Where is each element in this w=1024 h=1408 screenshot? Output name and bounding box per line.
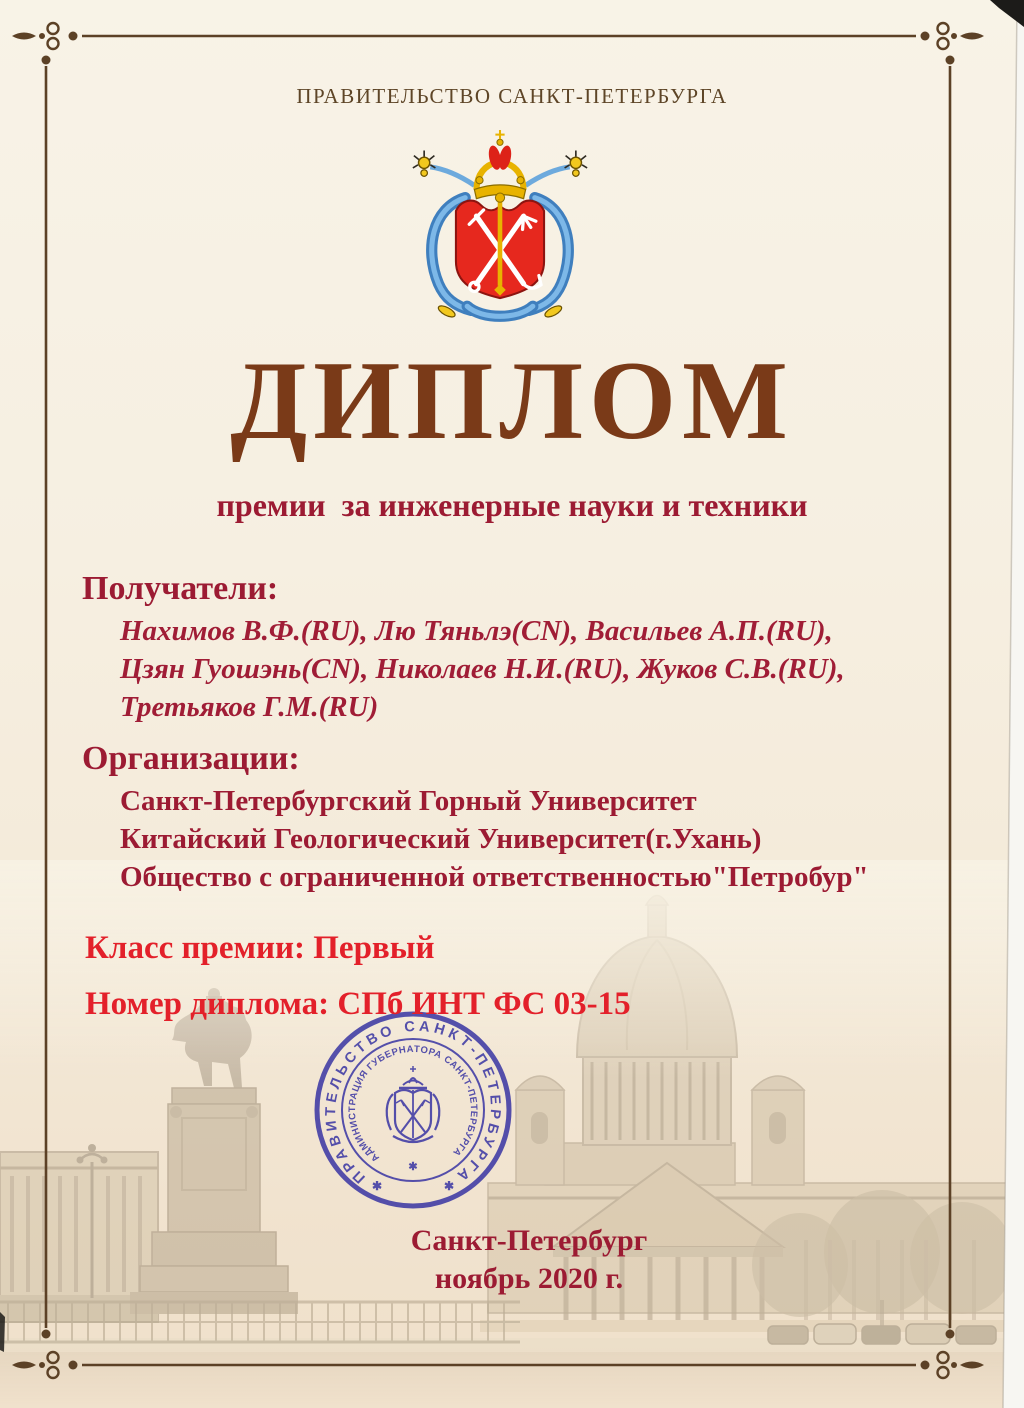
recipient-line: Нахимов В.Ф.(RU), Лю Тяньлэ(CN), Васильев А.П.(RU), — [120, 615, 833, 647]
organization-line: Общество с ограниченной ответственностью"Петробур" — [120, 861, 869, 893]
recipient-line: Третьяков Г.М.(RU) — [120, 691, 379, 723]
award-subtitle: премии за инженерные науки и техники — [216, 487, 808, 523]
seal-star: ✱ — [371, 1179, 383, 1193]
seal-star: ✱ — [443, 1179, 455, 1193]
recipients-label: Получатели: — [82, 570, 279, 607]
diploma-title: ДИПЛОМ — [230, 339, 794, 463]
place-line: Санкт-Петербург — [410, 1224, 648, 1257]
seal-inner-text: АДМИНИСТРАЦИЯ ГУБЕРНАТОРА САНКТ-ПЕТЕРБУРГА — [346, 1043, 480, 1164]
diploma-number-value: СПб ИНТ ФС 03-15 — [337, 986, 631, 1022]
organization-line: Санкт-Петербургский Горный Университет — [120, 785, 697, 817]
organization-line: Китайский Геологический Университет(г.Ухань) — [120, 823, 762, 855]
date-line: ноябрь 2020 г. — [434, 1262, 624, 1295]
seal-star: ✱ — [408, 1161, 418, 1173]
organizations-label: Организации: — [82, 740, 300, 777]
diploma-number-label: Номер диплома: — [85, 986, 330, 1022]
seal-outer-text: ПРАВИТЕЛЬСТВО САНКТ-ПЕТЕРБУРГА — [322, 1018, 504, 1186]
award-class-value: Первый — [313, 930, 435, 966]
recipient-line: Цзян Гуошэнь(CN), Николаев Н.И.(RU), Жуков С.В.(RU), — [120, 653, 845, 685]
issuer-heading: ПРАВИТЕЛЬСТВО САНКТ-ПЕТЕРБУРГА — [296, 84, 728, 108]
award-class-label: Класс премии: — [85, 930, 305, 966]
